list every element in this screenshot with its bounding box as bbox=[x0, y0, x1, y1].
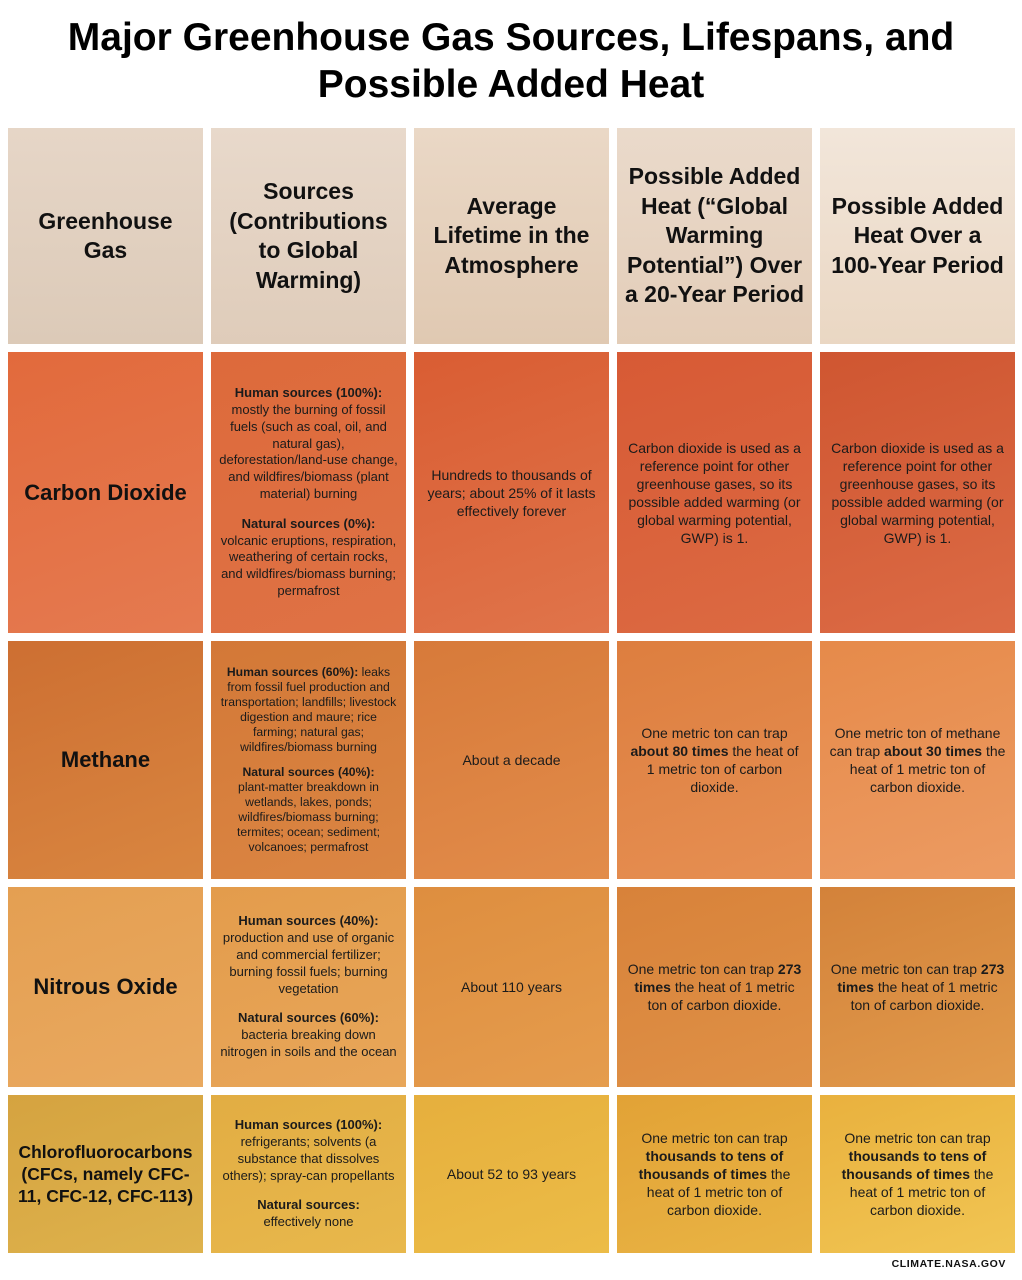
lifetime-nitrous-oxide: About 110 years bbox=[414, 887, 609, 1087]
sources-carbon-dioxide: Human sources (100%): mostly the burning of fossil fuels (such as coal, oil, and natural gas), deforestation/land-use change, and wildfires/biomass (plant material) burning Natural sources (0%): volcanic eruptions, respiration, weathering of certain rocks, and wildfires/biomass burning; permafrost bbox=[211, 352, 406, 633]
lifetime-carbon-dioxide: Hundreds to thousands of years; about 25% of it lasts effectively forever bbox=[414, 352, 609, 633]
gwp20-chlorofluorocarbons: One metric ton can trap thousands to tens of thousands of times the heat of 1 metric ton of carbon dioxide. bbox=[617, 1095, 812, 1253]
gwp20-carbon-dioxide: Carbon dioxide is used as a reference point for other greenhouse gases, so its possible added warming (or global warming potential, GWP) is 1. bbox=[617, 352, 812, 633]
gas-nitrous-oxide: Nitrous Oxide bbox=[8, 887, 203, 1087]
gas-chlorofluorocarbons: Chlorofluorocarbons (CFCs, namely CFC-11, CFC-12, CFC-113) bbox=[8, 1095, 203, 1253]
sources-methane: Human sources (60%): leaks from fossil fuel production and transportation; landfills; livestock digestion and maure; rice farming; natural gas; wildfires/biomass burning Natural sources (40%): plant-matter breakdown in wetlands, lakes, ponds; wildfires/biomass burning; termites; ocean; sediment; volcanoes; permafrost bbox=[211, 641, 406, 879]
header-greenhouse-gas: Greenhouse Gas bbox=[8, 128, 203, 344]
gwp20-methane: One metric ton can trap about 80 times the heat of 1 metric ton of carbon dioxide. bbox=[617, 641, 812, 879]
header-gwp-100-year: Possible Added Heat Over a 100-Year Period bbox=[820, 128, 1015, 344]
gas-methane: Methane bbox=[8, 641, 203, 879]
header-sources: Sources (Contributions to Global Warming) bbox=[211, 128, 406, 344]
gwp100-chlorofluorocarbons: One metric ton can trap thousands to tens of thousands of times the heat of 1 metric ton of carbon dioxide. bbox=[820, 1095, 1015, 1253]
gas-carbon-dioxide: Carbon Dioxide bbox=[8, 352, 203, 633]
sources-nitrous-oxide: Human sources (40%): production and use of organic and commercial fertilizer; burning fossil fuels; burning vegetation Natural sources (60%): bacteria breaking down nitrogen in soils and the ocean bbox=[211, 887, 406, 1087]
gwp100-carbon-dioxide: Carbon dioxide is used as a reference point for other greenhouse gases, so its possible added warming (or global warming potential, GWP) is 1. bbox=[820, 352, 1015, 633]
lifetime-chlorofluorocarbons: About 52 to 93 years bbox=[414, 1095, 609, 1253]
gwp100-nitrous-oxide: One metric ton can trap 273 times the heat of 1 metric ton of carbon dioxide. bbox=[820, 887, 1015, 1087]
gwp20-nitrous-oxide: One metric ton can trap 273 times the heat of 1 metric ton of carbon dioxide. bbox=[617, 887, 812, 1087]
lifetime-methane: About a decade bbox=[414, 641, 609, 879]
header-lifetime: Average Lifetime in the Atmosphere bbox=[414, 128, 609, 344]
source-credit: CLIMATE.NASA.GOV bbox=[891, 1258, 1006, 1270]
page-title: Major Greenhouse Gas Sources, Lifespans, and Possible Added Heat bbox=[67, 16, 955, 106]
header-gwp-20-year: Possible Added Heat (“Global Warming Potential”) Over a 20-Year Period bbox=[617, 128, 812, 344]
sources-chlorofluorocarbons: Human sources (100%): refrigerants; solvents (a substance that dissolves others); spray-can propellants Natural sources: effectively none bbox=[211, 1095, 406, 1253]
gwp100-methane: One metric ton of methane can trap about 30 times the heat of 1 metric ton of carbon dioxide. bbox=[820, 641, 1015, 879]
